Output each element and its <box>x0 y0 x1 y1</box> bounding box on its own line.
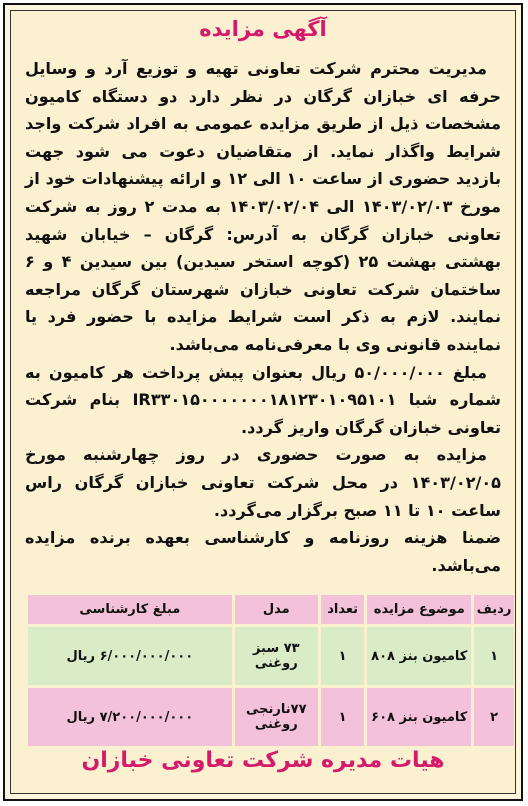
cell-subject: کامیون بنز ۶۰۸ <box>367 688 471 746</box>
paragraph-costs: ضمنا هزینه روزنامه و کارشناسی بعهده برنده مزایده می‌باشد. <box>25 528 501 575</box>
paragraph-deposit: مبلغ ۵۰/۰۰۰/۰۰۰ ریال بعنوان پیش پرداخت هر کامیون به شماره شبا IR۳۳۰۱۵۰۰۰۰۰۰۰۱۸۱۲۳۰۱۰۹۵۱۰۱ بنام شرکت تعاونی خبازان گرگان واریز گردد. <box>25 362 501 437</box>
cell-model: ۷۷نارنجی روغنی <box>235 688 318 746</box>
cell-quantity: ۱ <box>321 688 365 746</box>
header-model: مدل <box>235 595 318 624</box>
paragraph-auction-time: مزایده به صورت حضوری در روز چهارشنبه مورخ ۱۴۰۳/۰۲/۰۵ در محل شرکت تعاونی خبازان گرگان راس ساعت ۱۰ تا ۱۱ صبح برگزار می‌گردد. <box>25 445 501 520</box>
table-row <box>28 688 514 746</box>
auction-items-table <box>25 592 517 749</box>
cell-appraisal: ۷/۲۰۰/۰۰۰/۰۰۰ ریال <box>28 688 232 746</box>
cell-row-number: ۱ <box>474 627 514 685</box>
header-quantity: تعداد <box>321 595 365 624</box>
cell-row-number: ۲ <box>474 688 514 746</box>
ad-signature: هیات مدیره شرکت تعاونی خبازان <box>81 748 445 773</box>
ad-frame <box>3 3 523 801</box>
ad-body <box>25 55 501 579</box>
paragraph-intro: مدیریت محترم شرکت تعاونی تهیه و توزیع آرد و وسایل حرفه ای خبازان گرگان در نظر دارد دو دستگاه کامیون مشخصات ذیل از طریق مزایده عمومی به افراد شرکت واجد شرایط واگذار نماید. از متقاضیان دعوت می شود جهت بازدید حضوری از ساعت ۱۰ الی ۱۲ و ارائه پیشنهادات خود از مورخ ۱۴۰۳/۰۲/۰۳ الی ۱۴۰۳/۰۲/۰۴ به مدت ۲ روز به شرکت تعاونی خبازان گرگان به آدرس: گرگان – خیابان شهید بهشتی بهشت ۲۵ (کوچه استخر سیدین) بین سیدین ۴ و ۶ ساختمان شرکت تعاونی خبازان شهرستان گرگان مراجعه نمایند. لازم به ذکر است شرایط مزایده با حضور فرد یا نماینده قانونی وی با معرفی‌نامه می‌باشد. <box>25 59 501 354</box>
header-row-number: ردیف <box>474 595 514 624</box>
cell-subject: کامیون بنز ۸۰۸ <box>367 627 471 685</box>
table-header-row <box>28 595 514 624</box>
ad-title: آگهی مزایده <box>199 17 327 41</box>
header-subject: موضوع مزایده <box>367 595 471 624</box>
ad-inner-border <box>10 10 516 794</box>
cell-appraisal: ۶/۰۰۰/۰۰۰/۰۰۰ ریال <box>28 627 232 685</box>
table-row <box>28 627 514 685</box>
cell-model: ۷۳ سبز روغنی <box>235 627 318 685</box>
header-appraisal: مبلغ کارشناسی <box>28 595 232 624</box>
cell-quantity: ۱ <box>321 627 365 685</box>
